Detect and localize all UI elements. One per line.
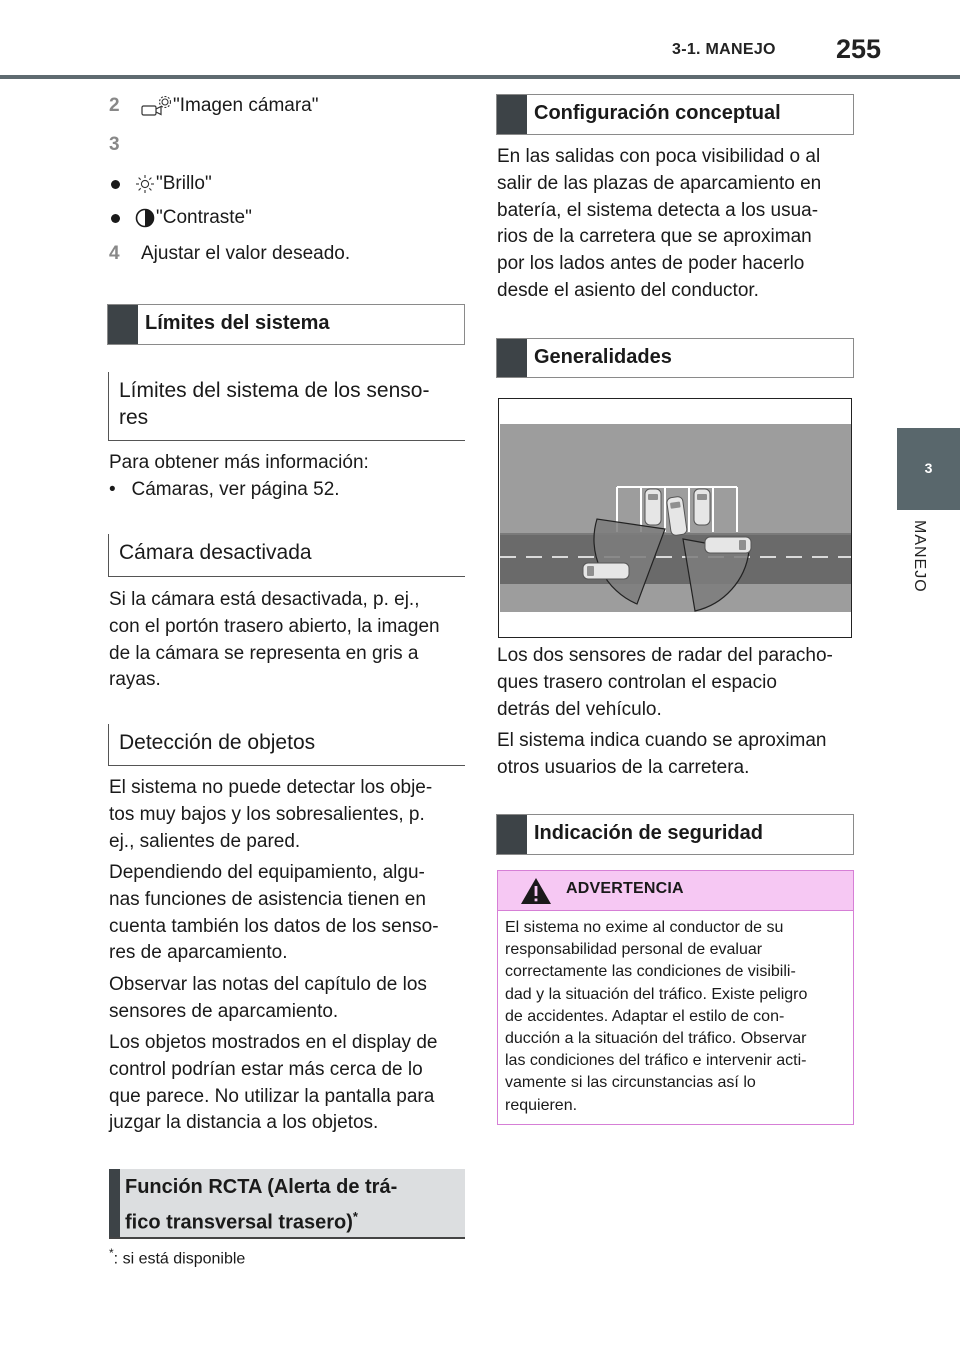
text-line: tos muy bajos y los sobresalientes, p. bbox=[109, 803, 425, 825]
text-line: • Cámaras, ver página 52. bbox=[109, 478, 340, 500]
subheading-camara-desactivada bbox=[108, 534, 465, 577]
warning-header bbox=[498, 871, 853, 911]
heading-text: Límites del sistema bbox=[145, 312, 330, 334]
text-line: responsabilidad personal de evaluar bbox=[505, 941, 763, 959]
subheading-line: Detección de objetos bbox=[119, 731, 316, 754]
heading-bar bbox=[108, 305, 138, 344]
heading-text: Configuración conceptual bbox=[534, 102, 781, 124]
warning-triangle-icon bbox=[519, 876, 553, 906]
subheading-line: Cámara desactivada bbox=[119, 541, 312, 564]
rcta-diagram bbox=[499, 399, 851, 637]
brightness-icon bbox=[134, 173, 156, 195]
text-line: de accidentes. Adaptar el estilo de con- bbox=[505, 1007, 785, 1025]
subheading-limites-sensores bbox=[108, 372, 465, 441]
text-line: batería, el sistema detecta a los usua- bbox=[497, 199, 819, 221]
text-line: por los lados antes de poder hacerlo bbox=[497, 253, 805, 275]
text-line: El sistema no exime al conductor de su bbox=[505, 919, 784, 936]
text-line: Los dos sensores de radar del paracho- bbox=[497, 645, 833, 666]
para-notas bbox=[109, 972, 427, 1026]
heading-indicacion-seguridad bbox=[496, 814, 854, 855]
header-rule bbox=[0, 75, 960, 79]
text-line: Observar las notas del capítulo de los bbox=[109, 974, 427, 995]
rcta-radar-illustration bbox=[498, 398, 852, 638]
text-line: nas funciones de asistencia tienen en bbox=[109, 888, 426, 910]
text-line: rios de la carretera que se aproximan bbox=[497, 226, 812, 248]
heading-bar bbox=[497, 95, 527, 134]
subheading-line: Límites del sistema de los senso- bbox=[119, 379, 430, 402]
text-line: rayas. bbox=[109, 669, 161, 691]
para-deteccion bbox=[109, 775, 432, 855]
text-line: Si la cámara está desactivada, p. ej., bbox=[109, 589, 420, 610]
heading-configuracion bbox=[496, 94, 854, 135]
heading-bar bbox=[497, 339, 527, 377]
footnote-mark: * bbox=[109, 1246, 114, 1260]
text-line: correctamente las condiciones de visibili- bbox=[505, 963, 796, 981]
step-2 bbox=[109, 93, 319, 119]
text-line: Los objetos mostrados en el display de bbox=[109, 1032, 438, 1053]
text-line: salir de las plazas de aparcamiento en bbox=[497, 172, 822, 194]
footnote bbox=[109, 1246, 245, 1268]
chapter-label-text: MANEJO bbox=[911, 520, 928, 593]
text-line: de la cámara se representa en gris a bbox=[109, 642, 419, 664]
warning-title: ADVERTENCIA bbox=[566, 880, 684, 897]
chapter-tab bbox=[897, 428, 960, 510]
para-camara-desactivada bbox=[109, 587, 440, 694]
text-line: Dependiendo del equipamiento, algu- bbox=[109, 862, 425, 883]
text-line: con el portón trasero abierto, la imagen bbox=[109, 615, 440, 637]
text-line: cuenta también los datos de los senso- bbox=[109, 915, 439, 937]
step-number: 2 bbox=[109, 95, 120, 116]
text-line: control podrían estar más cerca de lo bbox=[109, 1058, 423, 1080]
subheading-deteccion-objetos bbox=[108, 724, 465, 766]
para-sensores-radar bbox=[497, 643, 833, 723]
step-number: 4 bbox=[109, 243, 120, 264]
footnote-mark: * bbox=[352, 1209, 358, 1224]
text-line: En las salidas con poca visibilidad o al bbox=[497, 146, 821, 167]
text-line: vamente si las circunstancias así lo bbox=[505, 1074, 756, 1092]
para-display bbox=[109, 1030, 437, 1137]
para-equipamiento bbox=[109, 860, 439, 967]
warning-text bbox=[505, 917, 847, 1117]
warning-box bbox=[497, 870, 854, 1125]
bullet-contraste-text: "Contraste" bbox=[156, 207, 252, 228]
heading-limites-sistema bbox=[107, 304, 465, 345]
step-4 bbox=[109, 241, 350, 267]
section-title: 3-1. MANEJO bbox=[672, 41, 776, 58]
text-line: detrás del vehículo. bbox=[497, 698, 662, 720]
heading-generalidades bbox=[496, 338, 854, 378]
text-line: El sistema indica cuando se aproximan bbox=[497, 730, 827, 751]
bullet bbox=[111, 214, 120, 223]
para-mas-info bbox=[109, 450, 369, 504]
chapter-label bbox=[906, 520, 930, 600]
heading-text bbox=[125, 1172, 397, 1238]
text-line: las condiciones del tráfico e intervenir acti- bbox=[505, 1052, 807, 1070]
text-line: Para obtener más información: bbox=[109, 452, 369, 473]
subheading-line: res bbox=[119, 406, 149, 429]
heading-line bbox=[125, 1202, 397, 1238]
heading-bar bbox=[497, 815, 527, 854]
page-number: 255 bbox=[836, 34, 882, 64]
heading-line-text: fico transversal trasero) bbox=[125, 1211, 353, 1234]
contrast-icon bbox=[134, 207, 156, 229]
bullet-brillo bbox=[134, 171, 212, 197]
footnote-text: : si está disponible bbox=[113, 1250, 246, 1268]
para-sistema-indica bbox=[497, 728, 827, 782]
text-line: dad y la situación del tráfico. Existe peligro bbox=[505, 985, 808, 1003]
camera-settings-icon bbox=[139, 94, 173, 118]
step-2-text: "Imagen cámara" bbox=[173, 95, 319, 116]
para-configuracion bbox=[497, 144, 821, 305]
text-line: res de aparcamiento. bbox=[109, 942, 288, 964]
heading-text: Generalidades bbox=[534, 346, 672, 368]
heading-text: Indicación de seguridad bbox=[534, 822, 763, 844]
chapter-number: 3 bbox=[924, 460, 933, 476]
text-line: requieren. bbox=[505, 1096, 578, 1114]
text-line: juzgar la distancia a los objetos. bbox=[109, 1112, 379, 1134]
step-number: 3 bbox=[109, 134, 120, 155]
step-4-text: Ajustar el valor deseado. bbox=[141, 243, 351, 264]
text-line: ques trasero controlan el espacio bbox=[497, 671, 777, 693]
text-line: El sistema no puede detectar los obje- bbox=[109, 777, 433, 798]
heading-rcta bbox=[109, 1169, 465, 1239]
step-3 bbox=[109, 132, 141, 158]
text-line: que parece. No utilizar la pantalla para bbox=[109, 1085, 435, 1107]
text-line: otros usuarios de la carretera. bbox=[497, 756, 750, 778]
bullet-brillo-text: "Brillo" bbox=[156, 173, 212, 194]
text-line: ej., salientes de pared. bbox=[109, 830, 301, 852]
text-line: ducción a la situación del tráfico. Observar bbox=[505, 1030, 807, 1048]
bullet-contraste bbox=[134, 205, 252, 231]
text-line: sensores de aparcamiento. bbox=[109, 1000, 339, 1022]
bullet bbox=[111, 180, 120, 189]
text-line: desde el asiento del conductor. bbox=[497, 279, 759, 301]
heading-line: Función RCTA (Alerta de trá- bbox=[125, 1176, 398, 1198]
heading-bar bbox=[109, 1169, 120, 1237]
